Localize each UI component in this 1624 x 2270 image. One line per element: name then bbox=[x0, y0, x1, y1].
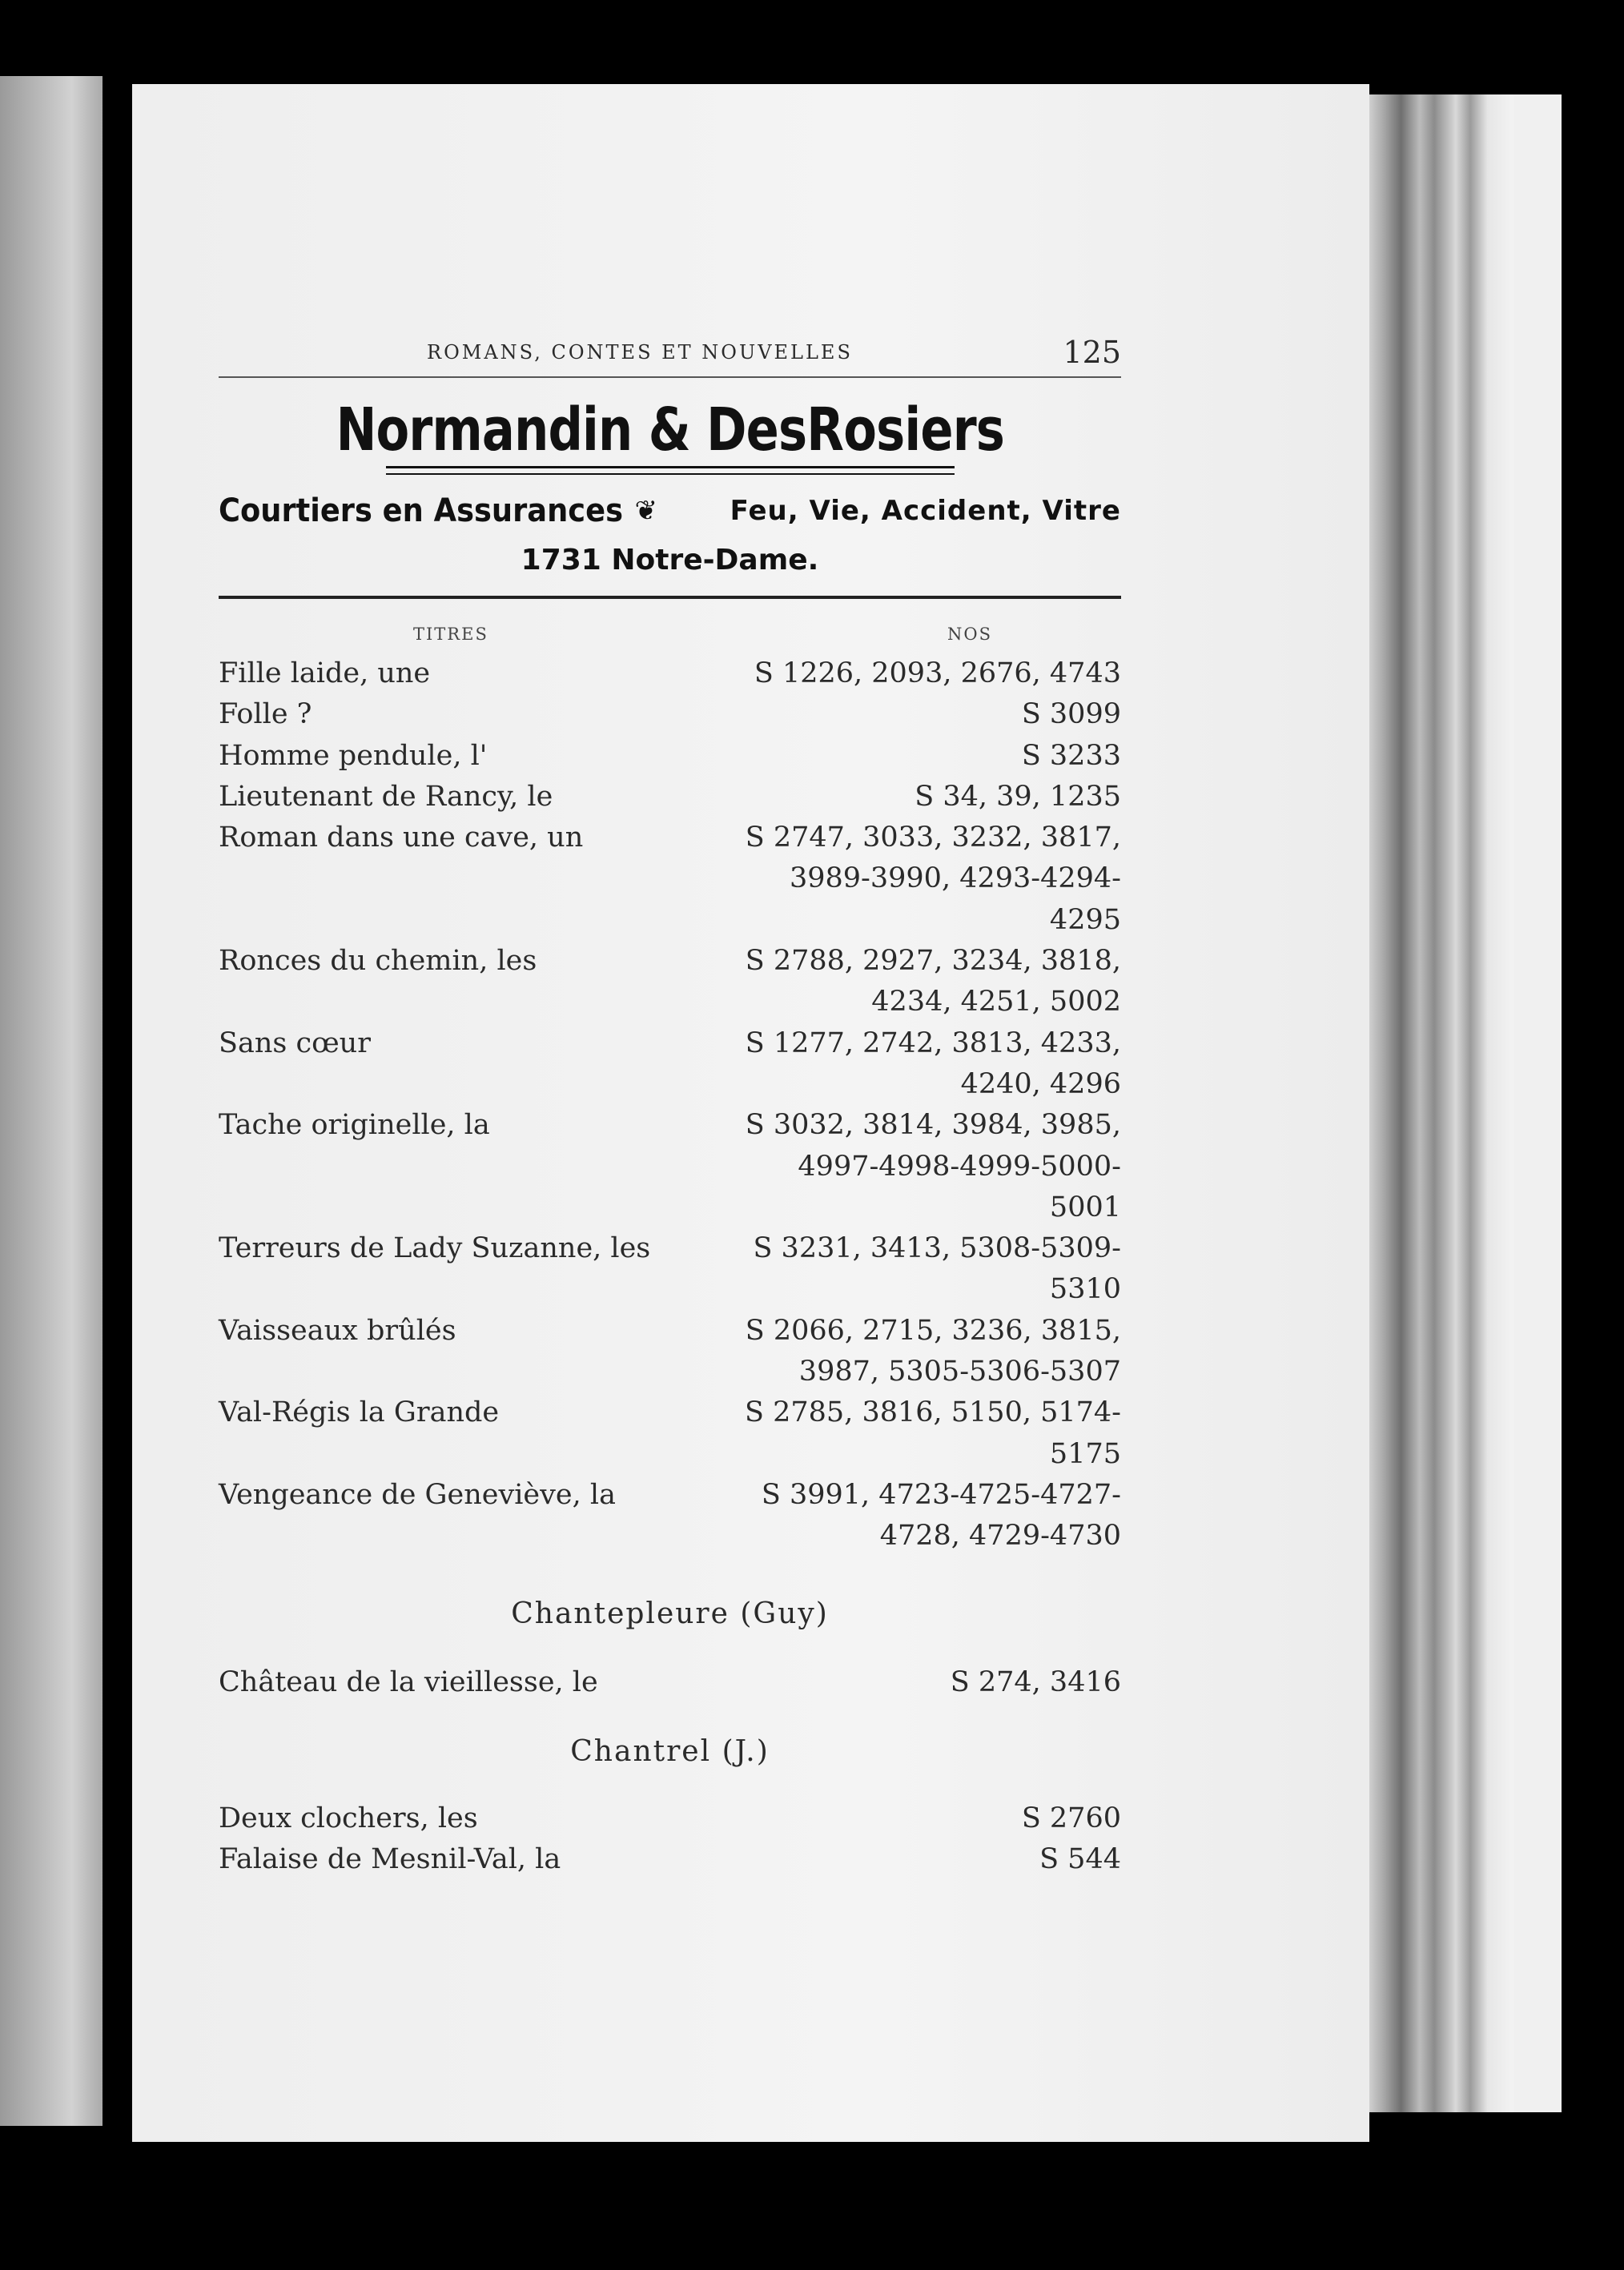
list-item bbox=[219, 818, 1121, 941]
entry-title: Homme pendule, l' bbox=[219, 739, 488, 772]
entry-numbers bbox=[746, 1105, 1121, 1228]
entry-numbers bbox=[746, 818, 1121, 941]
entry-number-line: S 3099 bbox=[1021, 698, 1121, 731]
entry-title: Vengeance de Geneviève, la bbox=[219, 1478, 616, 1511]
list-item bbox=[219, 694, 1121, 735]
entry-title: Fille laide, une bbox=[219, 657, 431, 689]
list-item bbox=[219, 1392, 1121, 1475]
list-item bbox=[219, 777, 1121, 818]
author-heading: Chantrel (J.) bbox=[570, 1734, 770, 1768]
entry-title: Lieutenant de Rancy, le bbox=[219, 780, 553, 813]
author-heading: Chantepleure (Guy) bbox=[511, 1597, 829, 1630]
entry-title: Vaisseaux brûlés bbox=[219, 1314, 456, 1347]
running-head bbox=[219, 320, 1121, 376]
list-item bbox=[219, 1475, 1121, 1557]
entry-number-line: S 2788, 2927, 3234, 3818, bbox=[745, 945, 1121, 978]
entry-numbers bbox=[745, 1392, 1121, 1475]
entry-list bbox=[219, 1798, 1121, 1881]
entry-number-line: S 2747, 3033, 3232, 3817, bbox=[745, 822, 1121, 854]
column-header-titles: TITRES bbox=[413, 625, 488, 644]
page-stack-edge bbox=[1369, 94, 1513, 2112]
entry-numbers bbox=[754, 653, 1121, 694]
entry-number-line: S 274, 3416 bbox=[950, 1665, 1121, 1698]
entry-numbers bbox=[1039, 1839, 1121, 1880]
entry-numbers bbox=[951, 1662, 1121, 1703]
entry-number-line: S 1226, 2093, 2676, 4743 bbox=[754, 657, 1121, 689]
entry-title: Roman dans une cave, un bbox=[219, 822, 584, 854]
list-item bbox=[219, 1839, 1121, 1880]
column-header-numbers: NOS bbox=[947, 625, 992, 644]
entry-list bbox=[219, 653, 1121, 1557]
fleuron-icon: ❦ bbox=[634, 495, 657, 527]
list-item bbox=[219, 653, 1121, 694]
entry-number-line: S 34, 39, 1235 bbox=[915, 780, 1121, 813]
entry-number-line: 5175 bbox=[1049, 1437, 1121, 1470]
facing-page-edge bbox=[0, 76, 103, 2126]
list-item bbox=[219, 1228, 1121, 1311]
entry-title: Château de la vieillesse, le bbox=[219, 1665, 598, 1698]
page-stack-margin bbox=[1513, 94, 1562, 2112]
entry-number-line: 4234, 4251, 5002 bbox=[871, 986, 1121, 1018]
entry-number-line: S 2760 bbox=[1021, 1802, 1121, 1834]
list-item bbox=[219, 1798, 1121, 1839]
entry-title: Sans cœur bbox=[219, 1027, 371, 1059]
entry-numbers bbox=[1022, 736, 1121, 777]
entry-list bbox=[219, 1662, 1121, 1703]
list-item bbox=[219, 736, 1121, 777]
entry-number-line: S 3231, 3413, 5308-5309- bbox=[753, 1232, 1121, 1265]
entry-numbers bbox=[762, 1475, 1121, 1557]
ad-underline bbox=[386, 466, 955, 475]
running-head-title: ROMANS, CONTES ET NOUVELLES bbox=[427, 341, 853, 364]
entry-number-line: S 544 bbox=[1039, 1843, 1121, 1876]
entry-number-line: S 3233 bbox=[1021, 739, 1121, 772]
entry-numbers bbox=[746, 1311, 1121, 1393]
page-number: 125 bbox=[1063, 335, 1121, 370]
ad-address: 1731 Notre-Dame. bbox=[521, 544, 819, 577]
column-headers bbox=[219, 599, 1121, 647]
entry-title: Falaise de Mesnil-Val, la bbox=[219, 1843, 561, 1876]
entry-numbers bbox=[753, 1228, 1121, 1311]
entry-numbers bbox=[915, 777, 1121, 818]
entry-number-line: 5001 bbox=[1049, 1191, 1121, 1223]
ad-company-name: Normandin & DesRosiers bbox=[336, 396, 1004, 464]
entry-number-line: 5310 bbox=[1049, 1273, 1121, 1306]
list-item bbox=[219, 1311, 1121, 1393]
entry-number-line: S 2785, 3816, 5150, 5174- bbox=[745, 1396, 1121, 1429]
entry-numbers bbox=[746, 941, 1121, 1023]
entry-number-line: 4997-4998-4999-5000- bbox=[798, 1150, 1121, 1183]
list-item bbox=[219, 1023, 1121, 1106]
entry-title: Val-Régis la Grande bbox=[219, 1396, 500, 1429]
list-item bbox=[219, 1105, 1121, 1228]
list-item bbox=[219, 941, 1121, 1023]
ad-services-line bbox=[219, 492, 1121, 529]
entry-number-line: 3987, 5305-5306-5307 bbox=[798, 1356, 1121, 1388]
entry-numbers bbox=[746, 1023, 1121, 1106]
list-item bbox=[219, 1662, 1121, 1703]
entry-number-line: 3989-3990, 4293-4294- bbox=[789, 862, 1121, 895]
entry-title: Folle ? bbox=[219, 698, 312, 731]
entry-number-line: S 1277, 2742, 3813, 4233, bbox=[745, 1027, 1121, 1059]
entry-number-line: S 2066, 2715, 3236, 3815, bbox=[745, 1314, 1121, 1347]
ad-line-right: Feu, Vie, Accident, Vitre bbox=[730, 495, 1121, 527]
ad-line-left: Courtiers en Assurances bbox=[219, 492, 623, 529]
entry-number-line: 4240, 4296 bbox=[960, 1067, 1121, 1100]
page-content bbox=[219, 320, 1121, 1880]
entry-title: Deux clochers, les bbox=[219, 1802, 478, 1834]
entry-number-line: S 3991, 4723-4725-4727- bbox=[761, 1478, 1121, 1511]
entry-title: Tache originelle, la bbox=[219, 1109, 490, 1142]
entry-numbers bbox=[1022, 1798, 1121, 1839]
entry-number-line: 4728, 4729-4730 bbox=[879, 1520, 1121, 1553]
advertisement bbox=[219, 378, 1121, 577]
entry-title: Ronces du chemin, les bbox=[219, 945, 537, 978]
entry-number-line: S 3032, 3814, 3984, 3985, bbox=[745, 1109, 1121, 1142]
entry-title: Terreurs de Lady Suzanne, les bbox=[219, 1232, 651, 1265]
entry-numbers bbox=[1022, 694, 1121, 735]
entry-number-line: 4295 bbox=[1049, 903, 1121, 936]
